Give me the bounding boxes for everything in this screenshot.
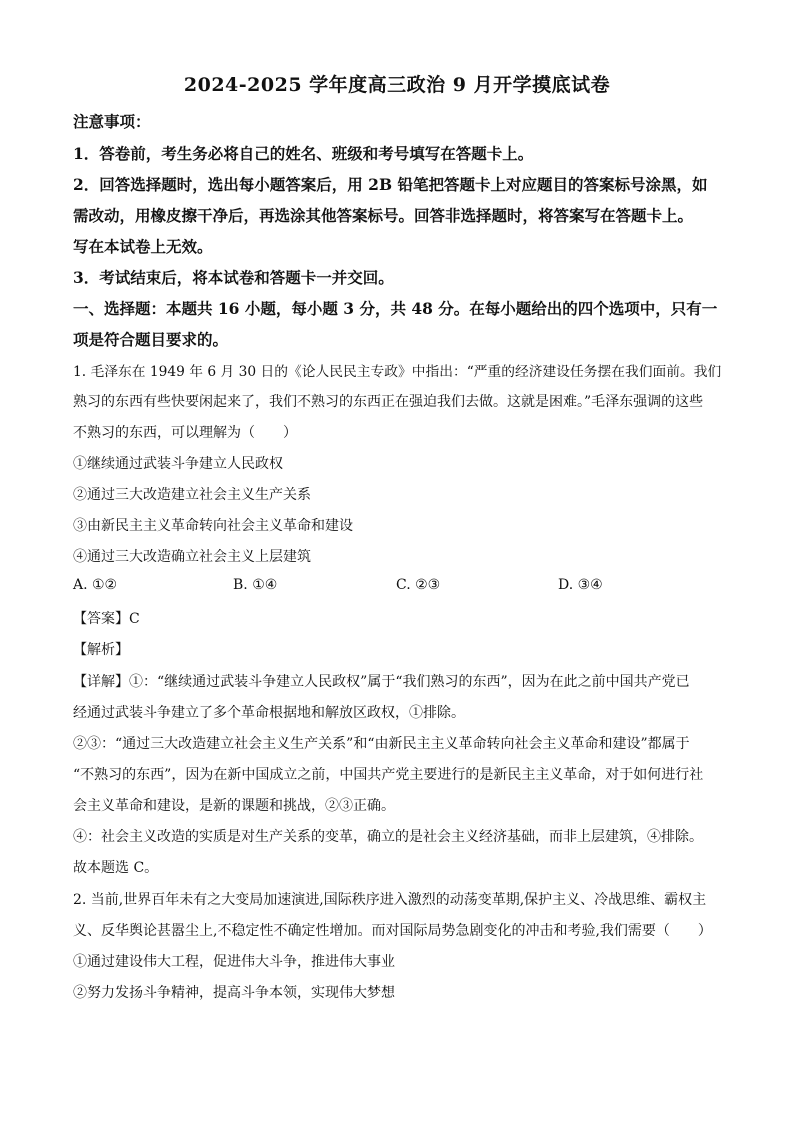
detail-line: 【详解】①：“继续通过武装斗争建立人民政权”属于“我们熟习的东西”，因为在此之前中国共产党已 [73,674,690,690]
option-d: D. ③④ [558,577,603,593]
question-2-statement: ②努力发扬斗争精神，提高斗争本领，实现伟大梦想 [73,985,395,1001]
detail-line: ②③：“通过三大改造建立社会主义生产关系”和“由新民主主义革命转向社会主义革命和建设”都属于 [73,736,690,752]
question-1-stem: 熟习的东西有些快要闲起来了，我们不熟习的东西正在强迫我们去做。这就是困难。”毛泽东强调的这些 [73,394,704,410]
section-heading: 一、选择题：本题共 16 小题，每小题 3 分，共 48 分。在每小题给出的四个选项中，只有一 [73,299,718,318]
option-b: B. ①④ [233,577,278,593]
notice-heading: 注意事项： [73,112,151,131]
option-c: C. ②③ [396,577,441,593]
question-1-stem: 不熟习的东西，可以理解为（ ） [73,425,297,441]
question-1-statement: ②通过三大改造建立社会主义生产关系 [73,487,311,503]
notice-item: 1．答卷前，考生务必将自己的姓名、班级和考号填写在答题卡上。 [73,144,534,163]
notice-item: 写在本试卷上无效。 [73,237,213,256]
detail-line: ④：社会主义改造的实质是对生产关系的变革，确立的是社会主义经济基础，而非上层建筑，④排除。 [73,829,703,845]
question-1-statement: ①继续通过武装斗争建立人民政权 [73,456,283,472]
notice-item: 需改动，用橡皮擦干净后，再选涂其他答案标号。回答非选择题时，将答案写在答题卡上。 [73,206,694,225]
analysis-label: 【解析】 [73,642,129,658]
page-title: 2024-2025 学年度高三政治 9 月开学摸底试卷 [183,74,611,96]
section-heading: 项是符合题目要求的。 [73,330,229,349]
question-2-statement: ①通过建设伟大工程，促进伟大斗争，推进伟大事业 [73,954,395,970]
question-1-statement: ④通过三大改造确立社会主义上层建筑 [73,549,311,565]
detail-line: 故本题选 C。 [73,860,159,876]
notice-item: 2．回答选择题时，选出每小题答案后，用 2B 铅笔把答题卡上对应题目的答案标号涂黑，如 [73,175,708,194]
question-1-stem: 1. 毛泽东在 1949 年 6 月 30 日的《论人民民主专政》中指出：“严重的经济建设任务摆在我们面前。我们 [73,364,722,380]
question-2-stem: 义、反华舆论甚嚣尘上,不稳定性不确定性增加。而对国际局势急剧变化的冲击和考验,我们需要（ ） [73,923,712,939]
question-1-statement: ③由新民主主义革命转向社会主义革命和建设 [73,518,353,534]
detail-line: 会主义革命和建设，是新的课题和挑战，②③正确。 [73,798,395,814]
question-2-stem: 2. 当前,世界百年未有之大变局加速演进,国际秩序进入激烈的动荡变革期,保护主义、冷战思维、霸权主 [73,892,707,908]
answer-label: 【答案】C [73,611,140,627]
notice-item: 3．考试结束后，将本试卷和答题卡一并交回。 [73,268,394,287]
option-a: A. ①② [73,577,118,593]
detail-line: “不熟习的东西”，因为在新中国成立之前，中国共产党主要进行的是新民主主义革命，对于如何进行社 [73,767,704,783]
detail-line: 经通过武装斗争建立了多个革命根据地和解放区政权，①排除。 [73,705,465,721]
